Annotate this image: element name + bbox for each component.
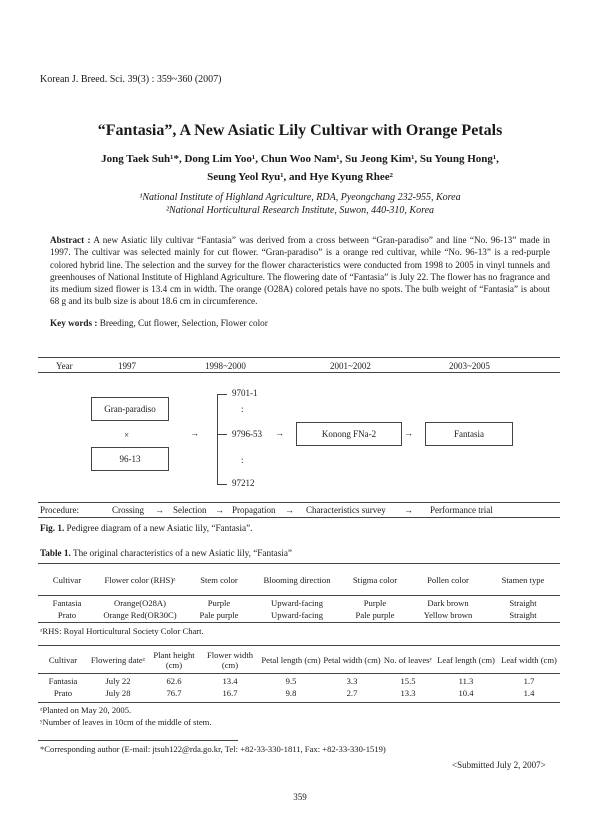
cell: Yellow brown [423,610,473,620]
year-1997: 1997 [118,361,136,371]
header-stem-color: Stem color [200,574,238,585]
selection-bracket-top [217,394,227,395]
year-2001-2002: 2001~2002 [330,361,371,371]
parent-96-13-box: 96-13 [91,447,169,471]
header-plant-height: Plant height (cm) [153,649,195,670]
cell: Pale purple [355,610,395,620]
header-flower-color: Flower color (RHS)ᶻ [104,574,176,585]
cell: Prato [57,610,77,620]
procedure-top-rule [38,502,560,503]
cell: Prato [53,688,73,698]
cell: 13.4 [222,676,238,686]
selection-9796-53: 9796-53 [232,429,262,439]
table-1a-header [38,565,560,595]
cell: 10.4 [458,688,474,698]
procedure-label: Procedure: [40,505,79,515]
header-cultivar: Cultivar [48,654,78,665]
procedure-crossing: Crossing [112,505,145,515]
header-leaf-width: Leaf width (cm) [501,654,557,665]
table-caption-text: The original characteristics of a new Asiatic lily, “Fantasia” [72,548,293,558]
line-konong-box: Konong FNa-2 [296,422,402,446]
abstract-label: Abstract : [50,235,91,245]
table-1b-header [38,647,560,673]
table1b-top-rule [38,645,560,646]
header-blooming-direction: Blooming direction [263,574,331,585]
cell: 1.4 [523,688,535,698]
figure-top-rule [38,357,560,358]
abstract [50,234,550,308]
table-row [38,609,560,621]
affiliation-1: ¹National Institute of Highland Agriculture, RDA, Pyeongchang 232-955, Korea [139,192,461,203]
figure-caption [40,523,252,533]
year-rule [38,372,560,373]
authors-line-1: Jong Taek Suh¹*, Dong Lim Yoo¹, Chun Woo Nam¹, Su Jeong Kim¹, Su Young Hong¹, [101,153,499,165]
table-row [38,687,560,699]
table1a-bottom-rule [38,622,560,623]
table-1b [38,647,560,699]
selection-9701-1: 9701-1 [232,388,258,398]
selection-97212: 97212 [232,478,255,488]
arrow-to-cultivar: → [404,428,413,438]
selection-bracket-line [217,394,218,484]
cell: 1.7 [523,676,535,686]
cell: 13.3 [400,688,416,698]
procedure-selection: Selection [173,505,207,515]
figure-caption-label: Fig. 1. [40,523,65,533]
corresponding-author: *Corresponding author (E-mail: jtsuh122@rda.go.kr, Tel: +82-33-330-1811, Fax: +82-33-330-1519) [40,744,386,754]
header-stigma-color: Stigma color [352,574,398,585]
cell: 16.7 [222,688,238,698]
cell: 11.3 [458,676,474,686]
procedure-propagation: Propagation [232,505,276,515]
keywords [50,318,268,328]
cell: July 22 [105,676,131,686]
abstract-text: A new Asiatic lily cultivar “Fantasia” was derived from a cross between “Gran-paradiso” and line “No. 96-13” made in 1997. The cultivar was selected mainly for cut flower. “Gran-paradiso” is a orange red cultivar, while “No. 96-13” is a red-purple colored hybrid line. The selection and the survey for the flower characteristics were conducted from 1998 to 2005 in vinyl tunnels and greenhouses of National Institute of Highland Agriculture. The flowering date of “Fantasia” is July 22. The flower has no fragrance and its medium sized flower is 13.4 cm in width. The orange (O28A) colored petals have no spots. The bulb weight of “Fantasia” is about 68 g and its bulb size is about 18.6 cm in circumference. [50,235,550,307]
figure-caption-text: Pedigree diagram of a new Asiatic lily, “Fantasia”. [66,523,253,533]
cultivar-fantasia-box: Fantasia [425,422,513,446]
cell: Purple [207,598,231,608]
authors-line-2: Seung Yeol Ryu¹, and Hye Kyung Rhee² [207,171,393,183]
cell: 76.7 [166,688,182,698]
table1b-footnote-y: ʸNumber of leaves in 10cm of the middle of stem. [40,717,212,727]
cell: 2.7 [346,688,358,698]
selection-bracket-mid [217,434,227,435]
header-no-of-leaves: No. of leavesʸ [383,654,433,665]
cell: Pale purple [199,610,239,620]
cell: 9.8 [285,688,297,698]
author-list [60,150,540,186]
footnote-rule [38,740,238,741]
procedure-arrow-4: → [404,505,413,515]
cell: Upward-facing [270,610,324,620]
procedure-performance-trial: Performance trial [430,505,493,515]
header-cultivar: Cultivar [52,574,82,585]
header-flowering-date: Flowering dateᶻ [90,654,146,665]
cell: Orange Red(OR30C) [103,610,177,620]
procedure-bottom-rule [38,517,560,518]
procedure-arrow-1: → [155,505,164,515]
header-leaf-length: Leaf length (cm) [437,654,495,665]
cell: Orange(O28A) [113,598,167,608]
table-caption [40,548,292,558]
paper-title: “Fantasia”, A New Asiatic Lily Cultivar with Orange Petals [97,122,503,139]
arrow-to-selection: → [190,428,199,438]
table1a-top-rule [38,563,560,564]
header-petal-width: Petal width (cm) [323,654,381,665]
parent-gran-paradiso-box: Gran-paradiso [91,397,169,421]
table-row [38,675,560,687]
cell: Upward-facing [270,598,324,608]
cell: Fantasia [52,598,82,608]
cell: 9.5 [285,676,297,686]
cross-symbol: × [124,430,130,440]
table-1a [38,565,560,621]
year-2003-2005: 2003~2005 [449,361,490,371]
procedure-characteristics-survey: Characteristics survey [306,505,386,515]
cell: Fantasia [48,676,78,686]
table1a-footnote: ᶻRHS: Royal Horticultural Society Color Chart. [40,626,204,636]
cell: Dark brown [427,598,469,608]
affiliation-2: ²National Horticultural Research Institute, Suwon, 440-310, Korea [165,205,435,216]
cell: Purple [363,598,387,608]
selection-dots-lower: : [241,455,244,465]
header-stamen-type: Stamen type [501,574,545,585]
table-caption-label: Table 1. [40,548,71,558]
table1b-bottom-rule [38,702,560,703]
selection-bracket-bottom [217,484,227,485]
header-petal-length: Petal length (cm) [261,654,321,665]
submitted-date: <Submitted July 2, 2007> [452,760,546,770]
cell: Straight [509,598,537,608]
selection-dots-upper: : [241,404,244,414]
cell: 15.5 [400,676,416,686]
keywords-text: Breeding, Cut flower, Selection, Flower color [99,318,268,328]
header-pollen-color: Pollen color [427,574,469,585]
cell: 62.6 [166,676,182,686]
header-flower-width: Flower width (cm) [206,649,254,670]
procedure-arrow-3: → [285,505,294,515]
keywords-label: Key words : [50,318,98,328]
table-row [38,597,560,609]
page-number: 359 [293,792,307,802]
arrow-to-line: → [275,428,284,438]
journal-citation: Korean J. Breed. Sci. 39(3) : 359~360 (2007) [40,74,222,85]
cell: July 28 [105,688,131,698]
table1b-footnote-z: ᶻPlanted on May 20, 2005. [40,705,132,715]
cell: Straight [509,610,537,620]
cell: 3.3 [346,676,358,686]
year-label: Year [56,361,73,371]
year-1998-2000: 1998~2000 [205,361,246,371]
procedure-arrow-2: → [215,505,224,515]
